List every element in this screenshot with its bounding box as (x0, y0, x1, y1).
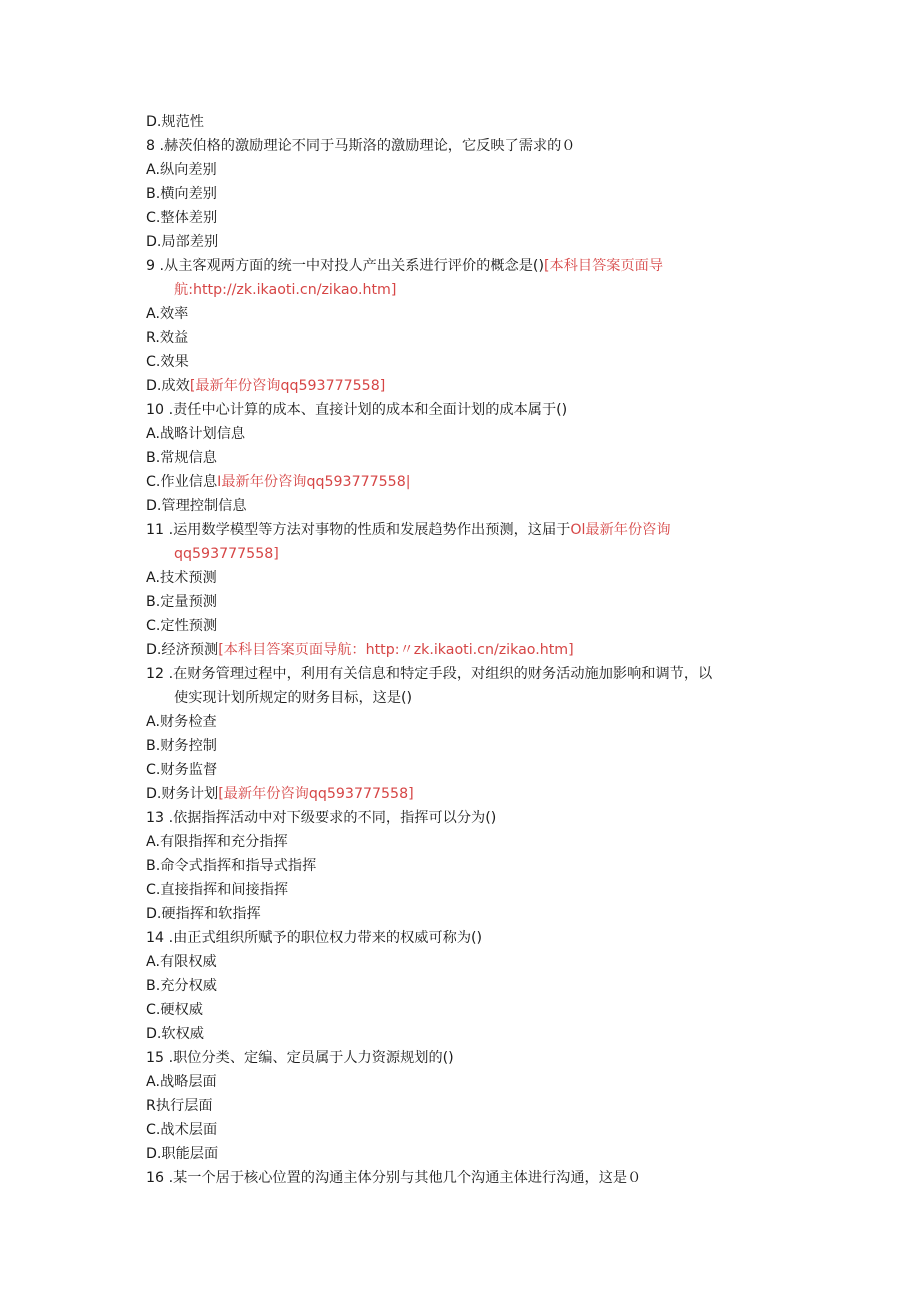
document-line (146, 662, 786, 686)
line-text: C.整体差别 (146, 210, 218, 226)
document-line (146, 782, 786, 806)
document-line (146, 566, 786, 590)
document-line (146, 350, 786, 374)
line-text: C.硬权威 (146, 1002, 203, 1018)
line-text: A.战略层面 (146, 1074, 217, 1090)
line-text: 15 .职位分类、定编、定员属于人力资源规划的() (146, 1050, 454, 1066)
line-text: B.横向差别 (146, 186, 217, 202)
line-text: D.软权威 (146, 1026, 204, 1042)
exam-question-list (146, 110, 786, 1190)
document-line (146, 446, 786, 470)
line-text: C.财务监督 (146, 762, 218, 778)
watermark-ad-text: [最新年份咨询qq593777558] (189, 378, 386, 394)
line-text: 14 .由正式组织所赋予的职位权力带来的权威可称为() (146, 930, 483, 946)
line-text: 11 .运用数学模型等方法对事物的性质和发展趋势作出预测，这届于 (146, 522, 571, 538)
document-line (146, 806, 786, 830)
document-line (146, 374, 786, 398)
document-line (146, 902, 786, 926)
document-line (146, 974, 786, 998)
document-line (146, 326, 786, 350)
line-text: A.财务检查 (146, 714, 217, 730)
document-line (146, 1166, 786, 1190)
line-text: B.充分权威 (146, 978, 217, 994)
question-continuation-line (146, 686, 786, 710)
line-text: C.效果 (146, 354, 189, 370)
document-line (146, 1094, 786, 1118)
document-line (146, 206, 786, 230)
line-text: D.经济预测 (146, 642, 219, 658)
watermark-ad-text: qq593777558] (174, 546, 279, 562)
document-line (146, 110, 786, 134)
watermark-ad-text: Ol最新年份咨询 (570, 522, 671, 538)
line-text: A.有限指挥和充分指挥 (146, 834, 288, 850)
document-line (146, 590, 786, 614)
line-text: B.命令式指挥和指导式指挥 (146, 858, 317, 874)
line-text: D.局部差别 (146, 234, 219, 250)
line-text: C.战术层面 (146, 1122, 218, 1138)
watermark-ad-text: [本科目答案页面导航：http:〃zk.ikaoti.cn/zikao.htm] (218, 642, 574, 658)
line-text: A.效率 (146, 306, 189, 322)
document-line (146, 854, 786, 878)
document-line (146, 638, 786, 662)
line-text: 使实现计划所规定的财务目标，这是() (174, 690, 413, 706)
document-line (146, 758, 786, 782)
document-line (146, 302, 786, 326)
document-line (146, 158, 786, 182)
document-line (146, 1142, 786, 1166)
line-text: D.管理控制信息 (146, 498, 247, 514)
document-line (146, 254, 786, 278)
line-text: C.作业信息 (146, 474, 218, 490)
line-text: 10 .责任中心计算的成本、直接计划的成本和全面计划的成本属于() (146, 402, 568, 418)
line-text: B.常规信息 (146, 450, 217, 466)
document-line (146, 230, 786, 254)
document-line (146, 1118, 786, 1142)
watermark-ad-text: [最新年份咨询qq593777558] (218, 786, 414, 802)
document-line (146, 1070, 786, 1094)
line-text: B.财务控制 (146, 738, 217, 754)
question-continuation-line (146, 542, 786, 566)
line-text: D.规范性 (146, 114, 204, 130)
document-line (146, 1046, 786, 1070)
document-line (146, 470, 786, 494)
line-text: D.职能层面 (146, 1146, 219, 1162)
line-text: 8 .赫茨伯格的激励理论不同于马斯洛的激励理论，它反映了需求的０ (146, 138, 576, 154)
document-line (146, 998, 786, 1022)
document-line (146, 878, 786, 902)
line-text: C.定性预测 (146, 618, 218, 634)
line-text: D.财务计划 (146, 786, 219, 802)
watermark-ad-text: [本科目答案页面导 (544, 258, 664, 274)
line-text: B.定量预测 (146, 594, 217, 610)
document-line (146, 830, 786, 854)
document-line (146, 398, 786, 422)
document-line (146, 614, 786, 638)
line-text: R.效益 (146, 330, 189, 346)
line-text: A.战略计划信息 (146, 426, 246, 442)
line-text: A.技术预测 (146, 570, 217, 586)
line-text: 9 .从主客观两方面的统一中对投人产出关系进行评价的概念是() (146, 258, 544, 274)
line-text: R执行层面 (146, 1098, 213, 1114)
line-text: 13 .依据指挥活动中对下级要求的不同，指挥可以分为() (146, 810, 497, 826)
line-text: A.纵向差别 (146, 162, 217, 178)
line-text: D.成效 (146, 378, 190, 394)
document-line (146, 926, 786, 950)
line-text: A.有限权威 (146, 954, 217, 970)
document-line (146, 182, 786, 206)
line-text: 12 .在财务管理过程中，利用有关信息和特定手段，对组织的财务活动施加影响和调节，以 (146, 666, 713, 682)
document-line (146, 134, 786, 158)
line-text: C.直接指挥和间接指挥 (146, 882, 289, 898)
watermark-ad-text: I最新年份咨询qq593777558| (217, 474, 411, 490)
document-line (146, 950, 786, 974)
question-continuation-line (146, 278, 786, 302)
document-line (146, 422, 786, 446)
document-line (146, 734, 786, 758)
watermark-ad-text: 航:http://zk.ikaoti.cn/zikao.htm] (174, 282, 397, 298)
line-text: D.硬指挥和软指挥 (146, 906, 261, 922)
document-line (146, 1022, 786, 1046)
document-line (146, 518, 786, 542)
document-line (146, 710, 786, 734)
line-text: 16 .某一个居于核心位置的沟通主体分别与其他几个沟通主体进行沟通，这是０ (146, 1170, 642, 1186)
document-line (146, 494, 786, 518)
